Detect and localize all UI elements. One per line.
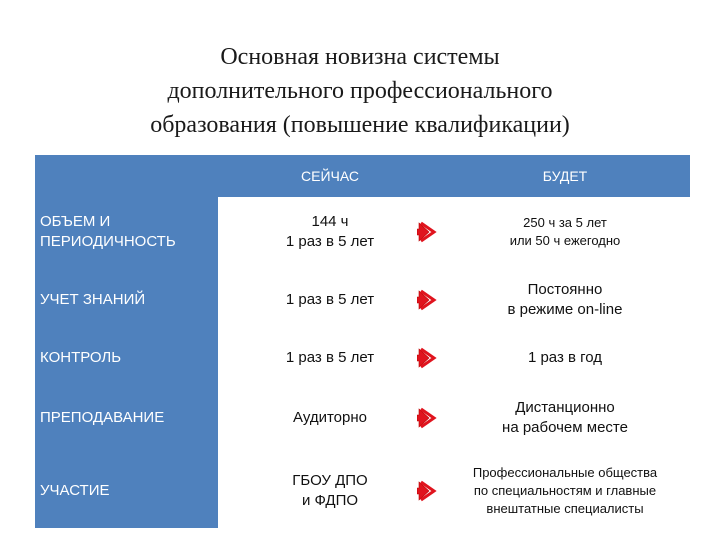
comparison-table xyxy=(35,155,690,528)
future-cell: Постоянно в режиме on-line xyxy=(507,281,623,318)
row-label: ОБЪЕМ И ПЕРИОДИЧНОСТЬ xyxy=(40,213,176,250)
arrow-right-icon xyxy=(415,333,439,383)
now-cell: 1 раз в 5 лет xyxy=(285,291,375,308)
slide-title xyxy=(40,40,680,142)
arrow-right-icon xyxy=(415,197,439,267)
table-header xyxy=(35,155,690,197)
future-cell: Профессиональные общества по специальностям и главные внештатные специалисты xyxy=(472,464,658,516)
title-line-2: дополнительного профессионального xyxy=(167,78,553,104)
future-cell: Дистанционно на рабочем месте xyxy=(502,399,628,436)
now-cell: 144 ч 1 раз в 5 лет xyxy=(285,213,375,250)
now-cell: Аудиторно xyxy=(293,409,367,426)
now-cell: ГБОУ ДПО и ФДПО xyxy=(292,471,368,509)
title-line-3: образования (повышение квалификации) xyxy=(150,112,570,138)
table-row xyxy=(35,453,690,528)
title-line-1: Основная новизна системы xyxy=(220,44,500,70)
row-label: КОНТРОЛЬ xyxy=(40,349,122,366)
arrow-right-icon xyxy=(415,267,439,333)
future-cell: 250 ч за 5 лет или 50 ч ежегодно xyxy=(509,215,621,248)
arrow-right-icon xyxy=(415,383,439,453)
header-future: БУДЕТ xyxy=(542,168,588,184)
row-label: УЧЕТ ЗНАНИЙ xyxy=(40,291,146,308)
table-row xyxy=(35,267,690,333)
future-cell: 1 раз в год xyxy=(527,349,603,366)
header-now: СЕЙЧАС xyxy=(301,168,359,184)
table-row xyxy=(35,197,690,267)
arrow-right-icon xyxy=(415,453,439,528)
now-cell: 1 раз в 5 лет xyxy=(285,349,375,366)
table-row xyxy=(35,383,690,453)
row-label: ПРЕПОДАВАНИЕ xyxy=(40,409,165,426)
row-label: УЧАСТИЕ xyxy=(40,481,110,499)
table-row xyxy=(35,333,690,383)
